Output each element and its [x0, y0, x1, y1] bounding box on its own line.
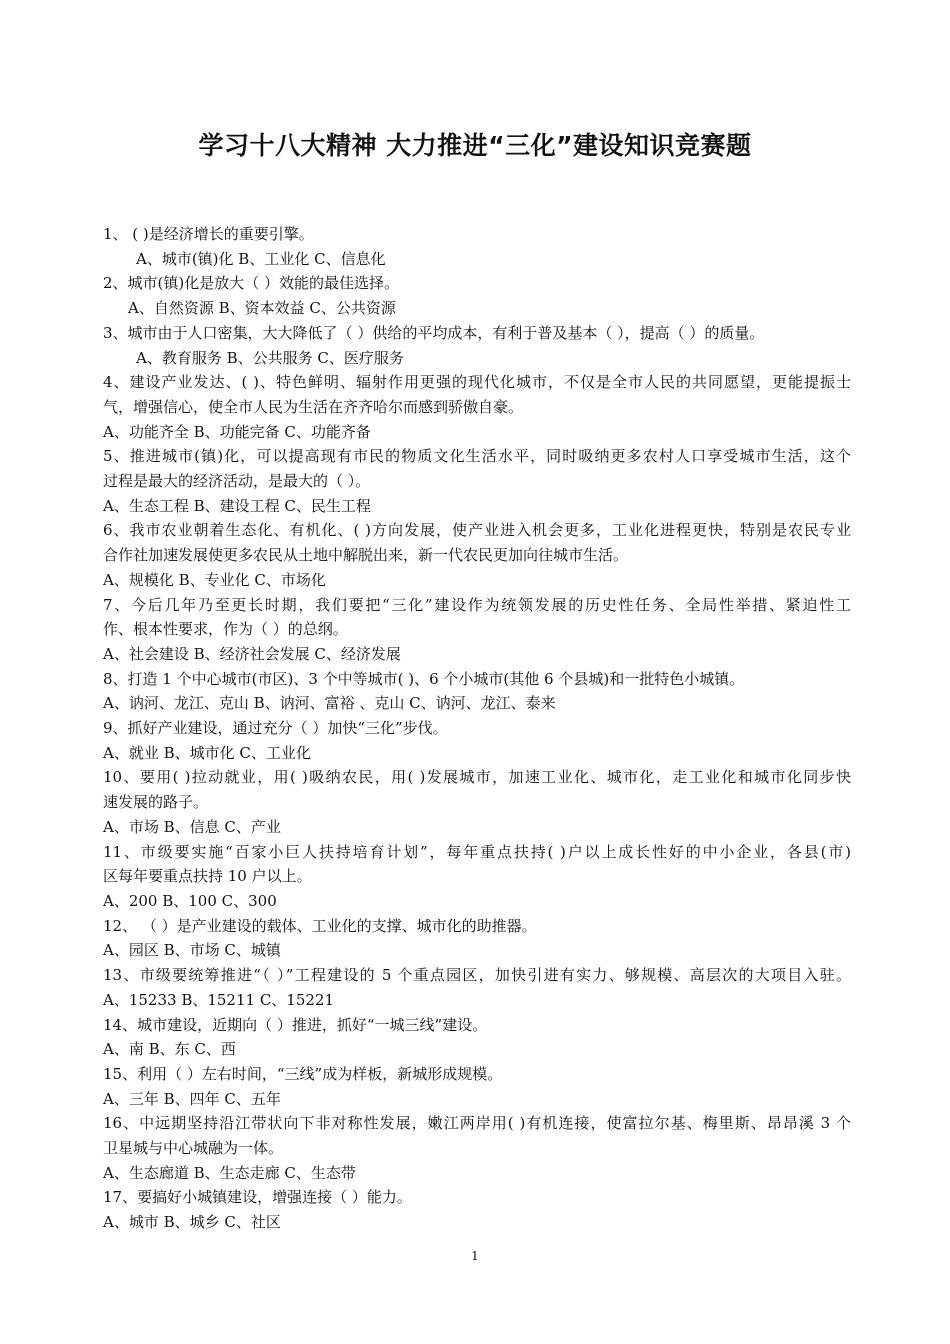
question-text: 作、根本性要求，作为（ ）的总纲。: [103, 620, 348, 639]
question-text: 12、 （ ）是产业建设的载体、工业化的支撑、城市化的助推器。: [103, 916, 537, 935]
question-text: 15、利用（ ）左右时间，“三线”成为样板，新城形成规模。: [103, 1064, 503, 1083]
answer-options: A、讷河、龙江、克山 B、讷河、富裕 、克山 C、讷河、龙江、泰来: [103, 694, 556, 713]
question-text: 8、打造 1 个中心城市(市区)、3 个中等城市( )、6 个小城市(其他 6 个县城)和一批特色小城镇。: [103, 669, 745, 688]
answer-options: A、城市 B、城乡 C、社区: [103, 1213, 281, 1232]
answer-options: A、教育服务 B、公共服务 C、医疗服务: [136, 348, 404, 367]
answer-options: A、市场 B、信息 C、产业: [103, 817, 281, 836]
answer-options: A、自然资源 B、资本效益 C、公共资源: [128, 299, 396, 318]
answer-options: A、三年 B、四年 C、五年: [103, 1089, 281, 1108]
answer-options: A、园区 B、市场 C、城镇: [103, 941, 281, 960]
question-text: 16、中远期坚持沿江带状向下非对称性发展，嫩江两岸用( )有机连接，使富拉尔基、梅里斯、昂昂溪 3 个: [103, 1114, 851, 1133]
question-text: 14、城市建设，近期向（ ）推进，抓好“一城三线”建设。: [103, 1015, 488, 1034]
page-number: 1: [471, 1249, 479, 1263]
answer-options: A、200 B、100 C、300: [103, 891, 277, 910]
answer-options: A、南 B、东 C、西: [103, 1040, 236, 1059]
question-text: 2、城市(镇)化是放大（ ）效能的最佳选择。: [103, 274, 400, 293]
answer-options: A、城市(镇)化 B、工业化 C、信息化: [136, 249, 386, 268]
question-text: 1、 ( )是经济增长的重要引擎。: [103, 225, 314, 243]
question-text: 9、抓好产业建设，通过充分（ ）加快“三化”步伐。: [103, 719, 448, 738]
question-text: 5、推进城市(镇)化，可以提高现有市民的物质文化生活水平，同时吸纳更多农村人口享受城市生活，这个: [103, 447, 851, 466]
answer-options: A、生态工程 B、建设工程 C、民生工程: [103, 496, 371, 515]
question-text: 17、要搞好小城镇建设，增强连接（ ）能力。: [103, 1188, 412, 1207]
question-list: [103, 222, 851, 1235]
question-text: 合作社加速发展使更多农民从土地中解脱出来，新一代农民更加向往城市生活。: [103, 546, 629, 565]
question-text: 3、城市由于人口密集，大大降低了（ ）供给的平均成本，有利于普及基本（ ），提高（ ）的质量。: [103, 323, 765, 342]
question-text: 4、建设产业发达、( )、特色鲜明、辐射作用更强的现代化城市，不仅是全市人民的共同愿望，更能提振士: [103, 373, 851, 392]
question-text: 13、市级要统筹推进“（ ）”工程建设的 5 个重点园区，加快引进有实力、够规模、高层次的大项目入驻。: [103, 966, 851, 985]
question-text: 10、要用( )拉动就业，用( )吸纳农民，用( )发展城市，加速工业化、城市化，走工业化和城市化同步快: [103, 768, 851, 787]
question-text: 11、市级要实施“百家小巨人扶持培育计划”，每年重点扶持( )户以上成长性好的中小企业，各县(市): [103, 842, 851, 861]
document-title: 学习十八大精神 大力推进“三化”建设知识竞赛题: [198, 131, 752, 160]
question-text: 区每年要重点扶持 10 户以上。: [103, 867, 312, 886]
question-text: 7、今后几年乃至更长时期，我们要把“三化”建设作为统领发展的历史性任务、全局性举措、紧迫性工: [103, 595, 851, 614]
answer-options: A、生态廊道 B、生态走廊 C、生态带: [103, 1163, 356, 1182]
question-text: 卫星城与中心城融为一体。: [103, 1139, 284, 1158]
answer-options: A、就业 B、城市化 C、工业化: [103, 743, 311, 762]
answer-options: A、社会建设 B、经济社会发展 C、经济发展: [103, 644, 401, 663]
answer-options: A、功能齐全 B、功能完备 C、功能齐备: [103, 422, 371, 441]
question-text: 速发展的路子。: [103, 793, 209, 812]
answer-options: A、规模化 B、专业化 C、市场化: [103, 570, 326, 589]
question-text: 气，增强信心，使全市人民为生活在齐齐哈尔而感到骄傲自豪。: [103, 397, 524, 416]
answer-options: A、15233 B、15211 C、15221: [103, 990, 335, 1009]
question-text: 6、我市农业朝着生态化、有机化、( )方向发展，使产业进入机会更多，工业化进程更快，特别是农民专业: [103, 521, 851, 540]
question-text: 过程是最大的经济活动，是最大的（ ）。: [103, 472, 371, 491]
